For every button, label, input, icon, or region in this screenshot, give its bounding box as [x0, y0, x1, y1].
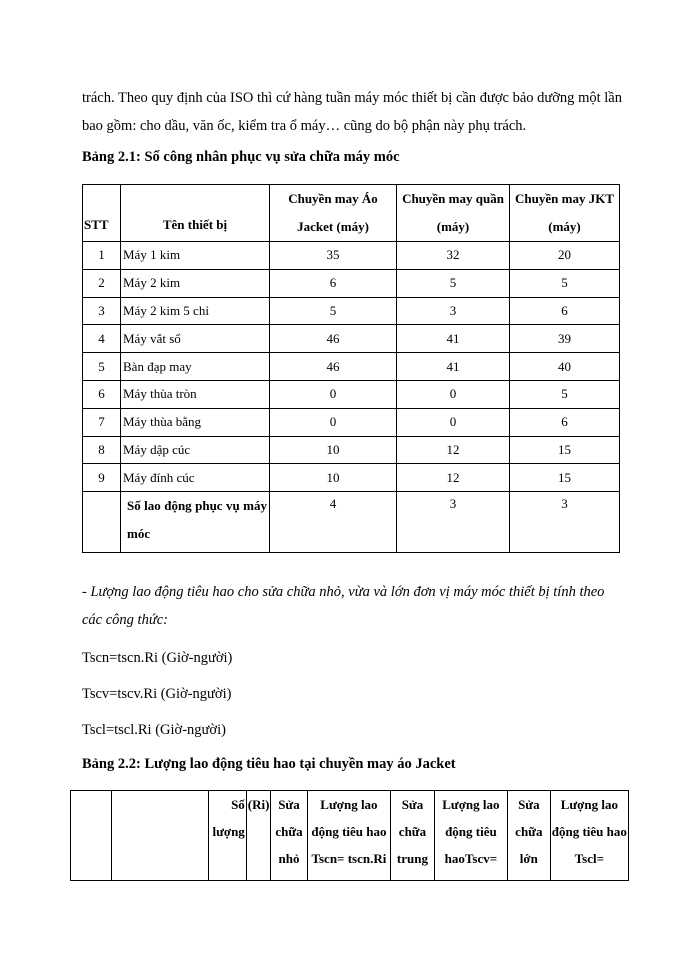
cell-stt: 4	[83, 325, 121, 353]
table-row	[83, 436, 620, 464]
header-quantity: Số lượng	[209, 791, 247, 881]
header-cell	[111, 791, 209, 881]
table-row	[83, 353, 620, 381]
cell-pants: 5	[397, 269, 510, 297]
cell-name: Bàn đạp may	[121, 353, 270, 381]
table-row	[83, 408, 620, 436]
cell-name: Máy 2 kim	[121, 269, 270, 297]
cell-jkt: 5	[510, 269, 620, 297]
cell-stt: 5	[83, 353, 121, 381]
cell-jkt: 15	[510, 464, 620, 492]
cell-stt: 1	[83, 242, 121, 270]
table-row	[83, 325, 620, 353]
header-pants-line: Chuyền may quần (máy)	[397, 185, 510, 242]
intro-paragraph: trách. Theo quy định của ISO thì cứ hàng tuần máy móc thiết bị cần được bảo dưỡng một lần bao gồm: cho dầu, văn ốc, kiểm tra ổ máy… cũng do bộ phận này phụ trách.	[82, 90, 622, 134]
cell-stt: 6	[83, 380, 121, 408]
table-total-row	[83, 492, 620, 553]
table-row	[83, 269, 620, 297]
cell-total-jkt: 3	[510, 492, 620, 553]
cell-name: Máy vắt sổ	[121, 325, 270, 353]
header-small-repair: Sửa chữa nhỏ	[271, 791, 308, 881]
header-equipment-name: Tên thiết bị	[121, 185, 270, 242]
cell-jkt: 40	[510, 353, 620, 381]
cell-name: Máy 2 kim 5 chỉ	[121, 297, 270, 325]
cell-jkt: 39	[510, 325, 620, 353]
cell-jacket: 5	[270, 297, 397, 325]
cell-pants: 41	[397, 325, 510, 353]
cell-name: Máy đính cúc	[121, 464, 270, 492]
table2-caption-text: Lượng lao động tiêu hao tại chuyền may áo Jacket	[144, 756, 456, 772]
cell-pants: 3	[397, 297, 510, 325]
header-medium-repair: Sửa chữa trung	[391, 791, 435, 881]
table2-header-row	[71, 791, 629, 881]
cell-jkt: 20	[510, 242, 620, 270]
table-row	[83, 464, 620, 492]
cell-total-pants: 3	[397, 492, 510, 553]
cell-pants: 41	[397, 353, 510, 381]
cell-name: Máy 1 kim	[121, 242, 270, 270]
table2-caption	[82, 756, 456, 773]
cell-pants: 32	[397, 242, 510, 270]
table1-caption-text: Số công nhân phục vụ sửa chữa máy móc	[144, 149, 400, 165]
cell-pants: 0	[397, 380, 510, 408]
cell-jacket: 35	[270, 242, 397, 270]
cell-stt: 7	[83, 408, 121, 436]
cell-jkt: 15	[510, 436, 620, 464]
cell-stt: 8	[83, 436, 121, 464]
cell-stt: 2	[83, 269, 121, 297]
table-row	[83, 242, 620, 270]
header-cell	[71, 791, 112, 881]
cell-name: Máy dập cúc	[121, 436, 270, 464]
table1-caption-label: Bảng 2.1:	[82, 149, 141, 165]
cell-stt: 9	[83, 464, 121, 492]
cell-stt	[83, 492, 121, 553]
header-ri: (Ri)	[246, 791, 270, 881]
cell-pants: 0	[397, 408, 510, 436]
formula-large-repair: Tscl=tscl.Ri (Giờ-người)	[82, 722, 226, 738]
cell-jkt: 5	[510, 380, 620, 408]
cell-jacket: 0	[270, 380, 397, 408]
formula-medium-repair: Tscv=tscv.Ri (Giờ-người)	[82, 686, 232, 702]
table-row	[83, 297, 620, 325]
cell-jkt: 6	[510, 408, 620, 436]
table-workers	[82, 184, 620, 553]
header-jkt-line: Chuyền may JKT (máy)	[510, 185, 620, 242]
table1-header-row	[83, 185, 620, 242]
cell-jacket: 0	[270, 408, 397, 436]
table-row	[83, 380, 620, 408]
cell-pants: 12	[397, 464, 510, 492]
formula-note: - Lượng lao động tiêu hao cho sửa chữa nhỏ, vừa và lớn đơn vị máy móc thiết bị tính theo các công thức:	[82, 584, 605, 628]
cell-jacket: 46	[270, 353, 397, 381]
cell-jkt: 6	[510, 297, 620, 325]
cell-stt: 3	[83, 297, 121, 325]
formula-small-repair: Tscn=tscn.Ri (Giờ-người)	[82, 650, 233, 666]
cell-jacket: 10	[270, 464, 397, 492]
header-stt: STT	[83, 185, 121, 242]
header-tscv: Lượng lao động tiêu haoTscv=	[434, 791, 507, 881]
header-tscn: Lượng lao động tiêu hao Tscn= tscn.Ri	[307, 791, 390, 881]
cell-jacket: 46	[270, 325, 397, 353]
cell-total-jacket: 4	[270, 492, 397, 553]
header-large-repair: Sửa chữa lớn	[507, 791, 550, 881]
cell-pants: 12	[397, 436, 510, 464]
table2-caption-label: Bảng 2.2:	[82, 756, 141, 772]
cell-jacket: 10	[270, 436, 397, 464]
header-tscl: Lượng lao động tiêu hao Tscl=	[550, 791, 628, 881]
cell-total-label: Số lao động phục vụ máy móc	[121, 492, 270, 553]
cell-name: Máy thùa tròn	[121, 380, 270, 408]
cell-jacket: 6	[270, 269, 397, 297]
cell-name: Máy thùa bằng	[121, 408, 270, 436]
header-jacket-line: Chuyền may Áo Jacket (máy)	[270, 185, 397, 242]
table1-caption	[82, 149, 400, 166]
table-labor-consumption	[70, 790, 629, 881]
